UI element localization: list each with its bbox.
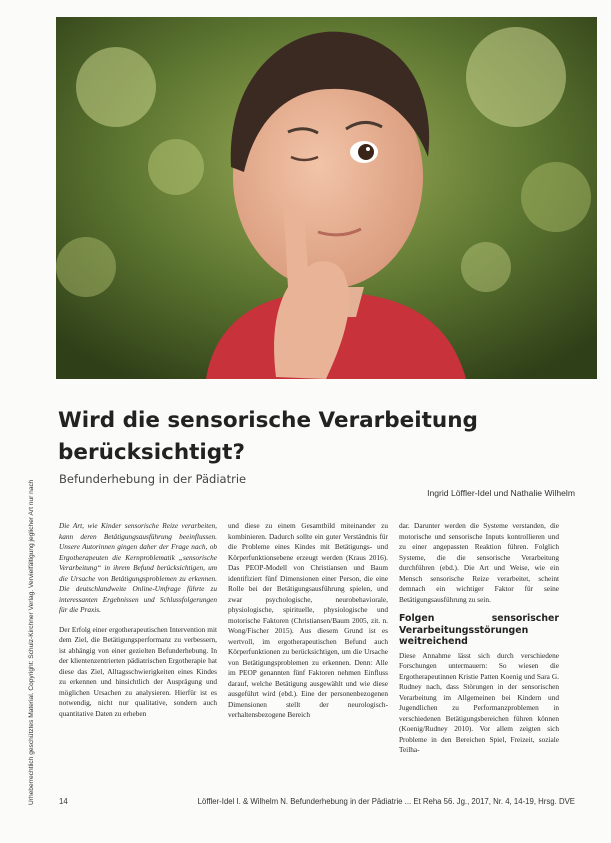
body-paragraph: dar. Darunter werden die Systeme verstanden, die motorische und sensorische Inputs kontrollieren und zu einer angepassten Reaktion führen. Folglich Systeme, die die sensorische Verarbeitung durchführen (ebd.). Die Art und Weise, wie ein Mensch sensorische Reize verarbeitet, scheint demnach ein wichtiger Faktor für seine Betätigungsausführung zu sein. — [399, 521, 559, 604]
body-paragraph: Diese Annahme lässt sich durch verschiedene Forschungen untermauern: So wiesen die Ergotherapeutinnen Kristie Patten Koenig und Sara G. Rudney nach, dass Störungen in der sensorischen Verarbeitung im Allgemeinen bei Kindern und Jugendlichen zu Performanzproblemen in verschiedenen Betätigungsbereichen führen können (Koenig/Rudney 2010). Vor allem zeigten sich Probleme in den Bereichen Spiel, Freizeit, soziale Teilha- — [399, 650, 559, 754]
section-heading: Folgen sensorischer Verarbeitungsstörungen weitreichend — [399, 613, 559, 647]
text-column-3 — [399, 521, 559, 756]
abstract: Die Art, wie Kinder sensorische Reize verarbeiten, kann deren Betätigungsausführung beeinflussen. Unsere Autorinnen gingen daher der Frage nach, ob Ergotherapeuten die Kernproblematik „sensorische Verarbeitung“ in ihrem Befund berücksichtigen, um die Ursache von Betätigungsproblemen zu erkennen. Die deutschlandweite Online-Umfrage führte zu interessanten Ergebnissen und Schlussfolgerungen für die Praxis. — [59, 521, 217, 614]
body-paragraph: und diese zu einem Gesamtbild miteinander zu kombinieren. Dadurch sollte ein guter Verständnis für die Probleme eines Kindes mit Betätigungs- und Körperfunktionsebene erzeugt werden (Kraus 2016). Das PEOP-Modell von Christiansen und Baum identifiziert fünf Dimensionen einer Person, die eine Rolle bei der Betätigungsausführung spielen, und zwar psychologische, neurobehaviorale, physiologische, spirituelle, physiologische und motorische Faktoren (Christiansen/Baum 2005, zit. n. Wong/Fischer 2015). Aus diesem Grund ist es wertvoll, im ergotherapeutischen Befund auch Körperfunktionen zu berücksichtigen, um die Ursache von Betätigungsproblemen zu erkennen. Denn: Alle im PEOP genannten fünf Faktoren nehmen Einfluss darauf, welche Betätigung ausgewählt und wie diese ausgeführt wird (ebd.). Eine der personenbezogenen Dimensionen stellt der neurologisch-verhaltensbezogene Bereich — [228, 521, 388, 719]
text-column-2 — [228, 521, 388, 721]
copyright-side-note: Urheberrechtlich geschütztes Material. Copyright: Schulz-Kirchner Verlag. Vervielfältigung jeglicher Art nur nach — [28, 479, 35, 805]
page-number: 14 — [59, 797, 68, 806]
child-thinking-photo — [56, 17, 597, 379]
article-subtitle: Befunderhebung in der Pädiatrie — [59, 472, 247, 486]
footer-citation: Löffler-Idel I. & Wilhelm N. Befunderhebung in der Pädiatrie ... Et Reha 56. Jg., 2017, Nr. 4, 14-19, Hrsg. DVE — [197, 797, 575, 806]
text-column-1 — [59, 521, 217, 719]
cover-photo — [56, 17, 597, 379]
article-title: Wird die sensorische Verarbeitung berücksichtigt? — [58, 408, 478, 465]
article-authors: Ingrid Löffler-Idel und Nathalie Wilhelm — [427, 488, 575, 498]
body-paragraph: Der Erfolg einer ergotherapeutischen Intervention mit dem Ziel, die Betätigungsperformanz zu verbessern, ist abhängig von einer gezielten Befunderhebung. In der klientenzentrierten pädiatrischen Ergotherapie hat diese das Ziel, Alltagsschwierigkeiten eines Kindes zu erkennen und hinsichtlich der Ausprägung und möglichen Ursachen zu analysieren. Hierfür ist es notwendig, nicht nur qualitative, sondern auch quantitative Daten zu erheben — [59, 624, 217, 718]
